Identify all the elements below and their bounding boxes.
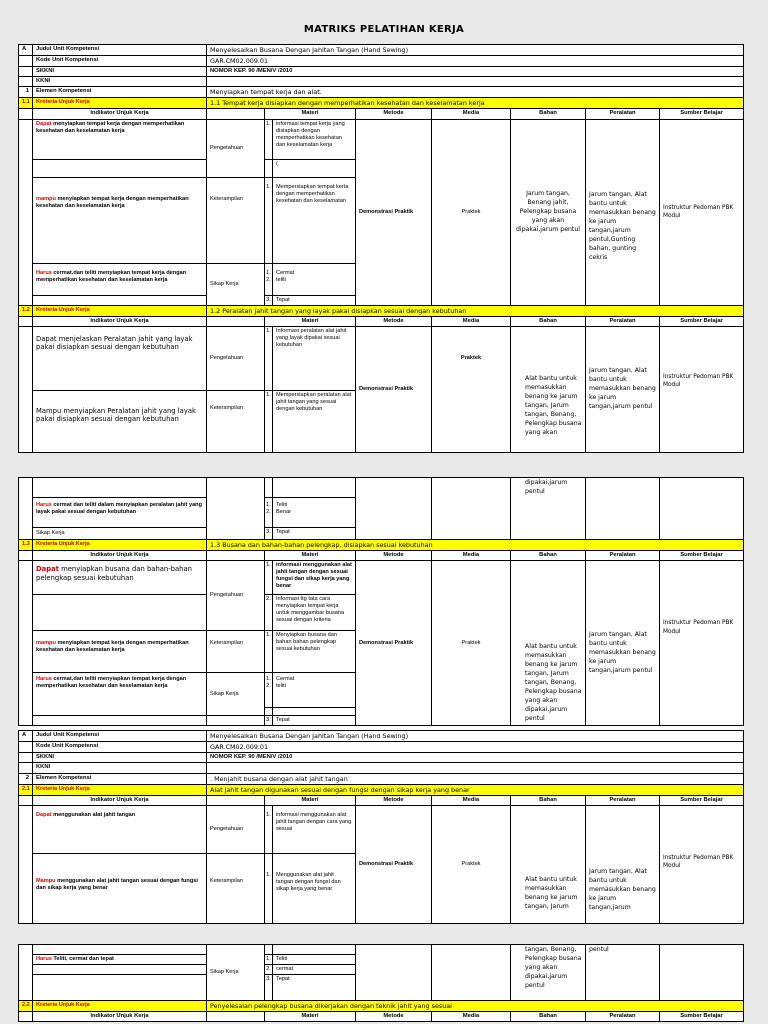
col-indikator: Indikator Unjuk Kerja — [33, 109, 207, 119]
peralatan-cont: pentul — [586, 945, 660, 1001]
materi-1: informasi menggunakan alat jahit tangan dengan sesuai fungsi dan sikap kerja yang benar — [273, 561, 356, 595]
materi-2: Informasi ttg tata cara menyiapkan tempat kerja untuk menggambar busana sesuai dengan kriteria — [273, 595, 356, 631]
kuk-number: 1.1 — [19, 98, 33, 109]
indikator-peng: Dapat menggunakan alat jahit tangan — [33, 805, 207, 853]
kuk-number: 1.2 — [19, 305, 33, 316]
label-kreteria: Kreteria Unjuk Kerja — [33, 98, 207, 109]
sumber-belajar: Instruktur Pedoman PBK Modul — [660, 119, 744, 305]
indikator-sikap: Harus cermat,dan teliti menyiapkan tempat kerja dengan memperhatikan kesehatan dan keselamatan kerja — [33, 673, 207, 716]
type-keterampilan: Keterampilan — [207, 177, 265, 263]
matrix-sheet-2: dipakai,jarum pentul Harus cermat dan teliti dalam menyiapkan peralatan jahit yang layak pakai sesuai dengan kebutuhan 1. 2. Teliti Benar Sikap Kerja 3. Tepat 1.3 Kreteria Unjuk Kerja 1.3 Busana dan bahan-bahan pelengkap, disiapkan sesuai kebutuhan Indikator Unjuk Kerja Materi Metode Media Bahan Peralatan Sumber Belajar Dapat menyiapkan busana dan bahan-bahan pelengkap sesuai kebutuhan Pengetahuan 1. informasi menggunakan alat jahit tangan dengan sesuai fungsi dan sikap kerja yang benar Demonstrasi Praktik Praktek Alat bantu untuk memasukkan benang ke jarum tangan, Jarum tangan, Benang, Pelengkap busana yang akan dipakai,jarum pentul Jarum tangan, Alat bantu untuk memasukkan benang ke jarum tangan,jarum pentul Instruktur Pedoman PBK Modul 2. Informasi ttg tata cara menyiapkan tempat kerja untuk menggambar busana sesuai dengan kriteria mampu menyiapkan tempat kerja dengan memperhatikan kesehatan dan keselamatan kerja Keterampilan 1. Menyiapkan busana dan bahan bahan pelengkap sesuai kebutuhan Harus cermat,dan teliti menyiapkan tempat kerja dengan memperhatikan kesehatan dan keselamatan kerja Sikap Kerja 1. 2. Cermat teliti 3. Tepat A Judul Unit Kompetensi Menyelesaikan Busana Dengan Jahitan Tangan (Hand Sewing) Kode Unit Kompetensi GAR.CM02.009.01 SKKNI NOMOR KEP. 90 /MEN/V /2010 KKNI 2 Elemen Kompetensi . Menjahit busana dengan alat jahit tangan 2.1 Kreteria Unjuk Kerja Alat jahit tangan digunakan sesuai dengan fungsi dengan sikap kerja yang benar Indikator Unjuk Kerja Materi Metode Media Bahan Peralatan Sumber Belajar Dapat menggunakan alat jahit tangan Pengetahuan 1. informasi menggunakan alat jahit tangan dengan cara yang sesuai Demonstrasi Praktik Praktek Alat bantu untuk memasukkan benang ke jarum tangan, Jarum Jarum tangan, Alat bantu untuk memasukkan benang ke jarum tangan,jarum Instruktur Pedoman PBK Modul Mampu menggunakan alat jahit tangan sesuai dengan fungsi dan sikap kerja yang benar Keterampilan 1. Menggunakan alat jahit tangan dengan fungsi dan sikap kerja yang benar — [18, 477, 743, 924]
bahan: Alat bantu untuk memasukkan benang ke jarum tangan, Jarum tangan, Benang, Pelengkap busana yang akan — [511, 326, 586, 452]
kuk-title: Alat jahit tangan digunakan sesuai dengan fungsi dengan sikap kerja yang benar — [207, 784, 744, 795]
peralatan: Jarum tangan, Alat bantu untuk memasukkan benang ke jarum tangan,jarum pentul — [586, 561, 660, 726]
kuk-number: 2.1 — [19, 784, 33, 795]
elemen-number: 1 — [19, 87, 33, 98]
materi-1: informasi menggunakan alat jahit tangan dengan cara yang sesuai — [273, 805, 356, 853]
kuk-title: 1.2 Peralatan jahit tangan yang layak pakai disiapkan sesuai dengan kebutuhan — [207, 305, 744, 316]
indikator-peng: Dapat menyiapkan tempat kerja dengan memperhatikan kesehatan dan keselamatan kerja — [33, 119, 207, 159]
col-sumber: Sumber Belajar — [660, 109, 744, 119]
materi-1: Informasi peralatan alat jahit yang layak dipakai sesuai kebutuhan — [273, 326, 356, 390]
materi-2: Mempersiapkan peralatan alat jahit tangan yang sesuai dengan kebutuhan — [273, 390, 356, 452]
kuk-number: 1.3 — [19, 540, 33, 551]
materi-3: Menyiapkan busana dan bahan bahan pelengkap sesuai kebutuhan — [273, 631, 356, 673]
label-judul: Judul Unit Kompetensi — [33, 45, 207, 56]
kuk-title: 1.1 Tempat kerja disiapkan dengan memperhatikan kesehatan dan keselamatan kerja — [207, 98, 744, 109]
label-skkni: SKKNI — [33, 67, 207, 77]
col-metode: Metode — [356, 109, 432, 119]
matrix-sheet-1: A Judul Unit Kompetensi Menyelesaikan Busana Dengan Jahitan Tangan (Hand Sewing) Kode Unit Kompetensi GAR.CM02.009.01 SKKNI NOMOR KEP. 90 /MEN/V /2010 KKNI 1 Elemen Kompetensi Menyiapkan tempat kerja dan alat. 1.1 Kreteria Unjuk Kerja 1.1 Tempat kerja disiapkan dengan memperhatikan kesehatan dan keselamatan kerja Indikator Unjuk Kerja Materi Metode Media Bahan Peralatan Sumber Belajar Dapat menyiapkan tempat kerja dengan memperhatikan kesehatan dan keselamatan kerja Pengetahuan 1. informasi tempat kerja yang disiapkan dengan memperhatikan kesehatan dan keselamatan kerja Demonstrasi Praktik Praktek Jarum tangan, Benang jahit, Pelengkap busana yang akan dipakai,jarum pentul Jarum tangan, Alat bantu untuk memasukkan benang ke jarum tangan,jarum pentul,Gunting bahan, gunting cekris Instruktur Pedoman PBK Modul ( mampu menyiapkan tempat kerja dengan memperhatikan kesehatan dan keselamatan kerja Keterampilan 1. Mempersiapkan tempat kerta dengan memperhatikan kesehatan dan keselamatan Harus cermat,dan teliti menyiapkan tempat kerja dengan memperhatikan kesehatan dan keselamatan kerja Sikap Kerja 1. 2. Cermat teliti 3. Tepat 1.2 Kreteria Unjuk Kerja 1.2 Peralatan jahit tangan yang layak pakai disiapkan sesuai dengan kebutuhan Indikator Unjuk Kerja Materi Metode Media Bahan Peralatan Sumber Belajar Dapat menjelaskan Peralatan jahit yang layak pakai disiapkan sesuai dengan kebutuhan Pengetahuan 1. Informasi peralatan alat jahit yang layak dipakai sesuai kebutuhan Demonstrasi Praktik Praktek Alat bantu untuk memasukkan benang ke jarum tangan, Jarum tangan, Benang, Pelengkap busana yang akan Jarum tangan, Alat bantu untuk memasukkan benang ke jarum tangan,jarum pentul Instruktur Pedoman PBK Modul Mampu menyiapkan Peralatan jahit yang layak pakai disiapkan sesuai dengan kebutuhan Keterampilan 1. Mempersiapkan peralatan alat jahit tangan yang sesuai dengan kebutuhan — [18, 44, 743, 453]
bahan: Alat bantu untuk memasukkan benang ke jarum tangan, Jarum tangan, Benang, Pelengkap busana yang akan dipakai,jarum pentul — [511, 561, 586, 726]
value-judul: Menyelesaikan Busana Dengan Jahitan Tangan (Hand Sewing) — [207, 731, 744, 742]
col-bahan: Bahan — [511, 109, 586, 119]
bahan: Jarum tangan, Benang jahit, Pelengkap busana yang akan dipakai,jarum pentul — [511, 119, 586, 305]
col-media: Media — [432, 109, 511, 119]
kuk-title: Penyelesaian pelengkap busana dikerjakan dengan teknik jahit yang sesuai — [207, 1000, 744, 1011]
indikator-sikap: Harus cermat,dan teliti menyiapkan tempat kerja dengan memperhatikan kesehatan dan keselamatan kerja — [33, 263, 207, 295]
kuk-title: 1.3 Busana dan bahan-bahan pelengkap, disiapkan sesuai kebutuhan — [207, 540, 744, 551]
indikator-ket: Mampu menyiapkan Peralatan jahit yang layak pakai disiapkan sesuai dengan kebutuhan — [33, 390, 207, 452]
indikator-ket: Mampu menggunakan alat jahit tangan sesuai dengan fungsi dan sikap kerja yang benar — [33, 853, 207, 923]
col-peralatan: Peralatan — [586, 109, 660, 119]
peralatan: Jarum tangan, Alat bantu untuk memasukkan benang ke jarum tangan,jarum — [586, 805, 660, 923]
bahan-cont: dipakai,jarum pentul — [511, 478, 586, 540]
row-letter: A — [19, 45, 33, 56]
value-elemen: . Menjahit busana dengan alat jahit tangan — [207, 773, 744, 784]
value-elemen: Menyiapkan tempat kerja dan alat. — [207, 87, 744, 98]
indikator-ket: mampu menyiapkan tempat kerja dengan memperhatikan kesehatan dan keselamatan kerja — [33, 631, 207, 673]
indikator-sikap: Harus cermat dan teliti dalam menyiapkan peralatan jahit yang layak pakai sesuai dengan kebutuhan — [33, 498, 207, 528]
materi-2: Mempersiapkan tempat kerta dengan memperhatikan kesehatan dan keselamatan — [273, 177, 356, 263]
materi-1: informasi tempat kerja yang disiapkan dengan memperhatikan kesehatan dan keselamatan kerja — [273, 119, 356, 159]
type-sikap: Sikap Kerja — [207, 263, 265, 305]
peralatan: Jarum tangan, Alat bantu untuk memasukkan benang ke jarum tangan,jarum pentul — [586, 326, 660, 452]
value-judul: Menyelesaikan Busana Dengan Jahitan Tangan (Hand Sewing) — [207, 45, 744, 56]
materi-2: Menggunakan alat jahit tangan dengan fungsi dan sikap kerja yang benar — [273, 853, 356, 923]
value-skkni: NOMOR KEP. 90 /MEN/V /2010 — [207, 67, 744, 77]
matrix-sheet-3: Sikap Kerja tangan, Benang, Pelengkap busana yang akan dipakai,jarum pentul pentul Harus Teliti, cermat dan tepat 1. Teliti 2. cermat 3. Tepat 2.2 Kreteria Unjuk Kerja Penyelesaian pelengkap busana dikerjakan dengan teknik jahit yang sesuai Indikator Unjuk Kerja Materi Metode Media Bahan Peralatan Sumber Belajar — [18, 944, 743, 1022]
metode: Demonstrasi Praktik — [356, 119, 432, 305]
label-elemen: Elemen Kompetensi — [33, 87, 207, 98]
page-title: MATRIKS PELATIHAN KERJA — [303, 24, 465, 35]
indikator-ket: mampu menyiapkan tempat kerja dengan memperhatikan kesehatan dan keselamatan kerja — [33, 177, 207, 263]
peralatan: Jarum tangan, Alat bantu untuk memasukkan benang ke jarum tangan,jarum pentul,Gunting bahan, gunting cekris — [586, 119, 660, 305]
indikator-sikap: Harus Teliti, cermat dan tepat — [33, 955, 207, 965]
value-kode: GAR.CM02.009.01 — [207, 56, 744, 67]
media: Praktek — [432, 119, 511, 305]
col-materi: Materi — [265, 109, 356, 119]
label-kode: Kode Unit Kompetensi — [33, 56, 207, 67]
indikator-peng: Dapat menyiapkan busana dan bahan-bahan pelengkap sesuai kebutuhan — [33, 561, 207, 595]
bahan: Alat bantu untuk memasukkan benang ke jarum tangan, Jarum — [511, 805, 586, 923]
label-kkni: KKNI — [33, 77, 207, 87]
indikator-peng: Dapat menjelaskan Peralatan jahit yang layak pakai disiapkan sesuai dengan kebutuhan — [33, 326, 207, 390]
type-pengetahuan: Pengetahuan — [207, 119, 265, 177]
kuk-number: 2.2 — [19, 1000, 33, 1011]
bahan-cont: tangan, Benang, Pelengkap busana yang akan dipakai,jarum pentul — [511, 945, 586, 1001]
